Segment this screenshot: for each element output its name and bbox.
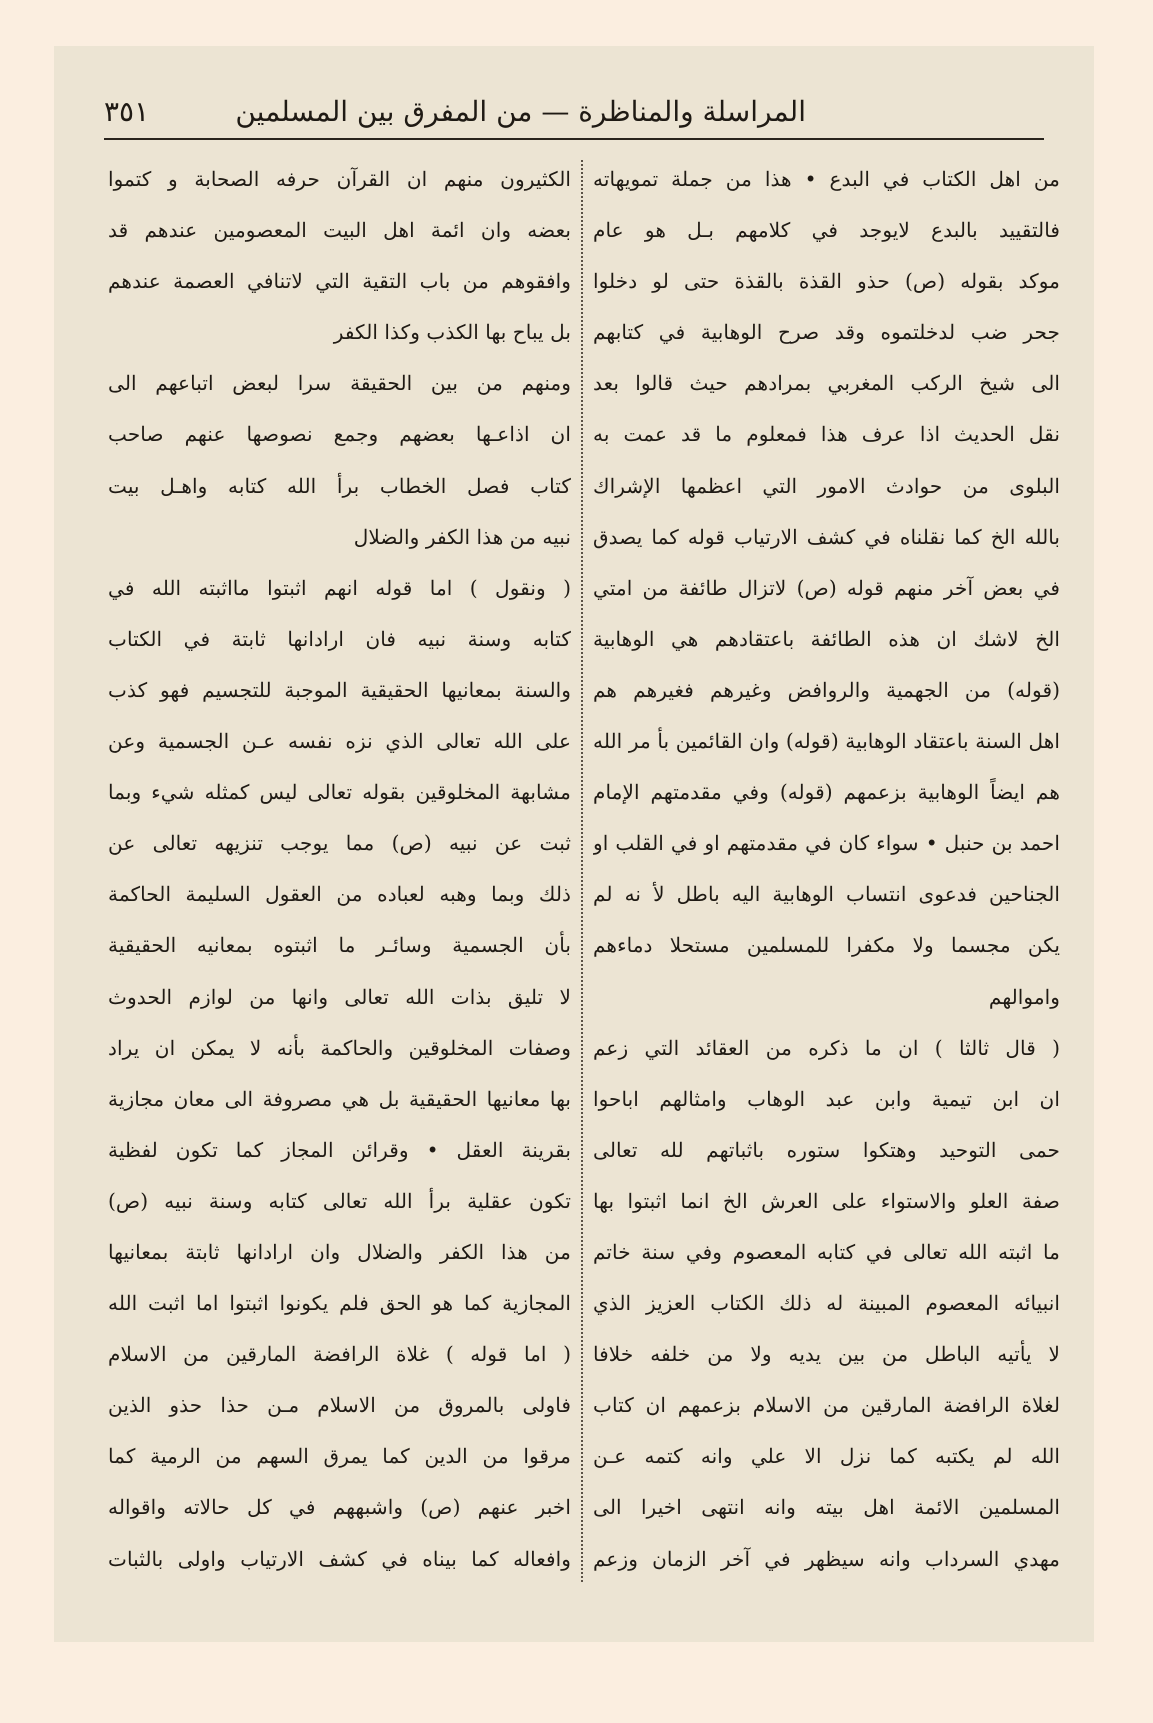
text-line: ذلك وبما وهبه لعباده من العقول السليمة الحاكمة: [108, 882, 571, 907]
text-line: لا تليق بذات الله تعالى وانها من لوازم الحدوث: [108, 984, 571, 1009]
text-line: بأن الجسمية وسائـر ما اثبتوه بمعانيه الحقيقية: [108, 933, 571, 958]
text-line: ( ونقول ) اما قوله انهم اثبتوا مااثبته الله في: [108, 575, 571, 600]
book-page: [54, 46, 1094, 1642]
text-line: يكن مجسما ولا مكفرا للمسلمين مستحلا دماءهم: [593, 933, 1060, 958]
text-line: وصفات المخلوقين والحاكمة بأنه لا يمكن ان يراد: [108, 1035, 571, 1060]
text-line: مشابهة المخلوقين بقوله تعالى ليس كمثله شيء وبما: [108, 780, 571, 805]
text-line: اخبر عنهم (ص) واشبههم في كل حالاته واقواله: [108, 1495, 571, 1520]
text-line: كتاب فصل الخطاب برأ الله كتابه واهـل بيت: [108, 473, 571, 498]
left-column: [104, 154, 581, 1602]
text-line: مهدي السرداب وانه سيظهر في آخر الزمان وزعم: [593, 1546, 1060, 1571]
text-line: هم ايضاً الوهابية بزعمهم (قوله) وفي مقدمتهم الإمام: [593, 780, 1060, 805]
text-line: نقل الحديث اذا عرف هذا فمعلوم ما قد عمت به: [593, 422, 1060, 447]
text-line: كتابه وسنة نبيه فان ارادانها ثابتة في الكتاب: [108, 626, 571, 651]
text-line: والسنة بمعانيها الحقيقية الموجبة للتجسيم فهو كذب: [108, 677, 571, 702]
text-line: وافعاله كما بيناه في كشف الارتياب واولى بالثبات: [108, 1546, 571, 1571]
text-line: بها معانيها الحقيقية بل هي مصروفة الى معان مجازية: [108, 1086, 571, 1111]
text-line: جحر ضب لدخلتموه وقد صرح الوهابية في كتابهم: [593, 320, 1060, 345]
text-line: موكد بقوله (ص) حذو القذة بالقذة حتى لو دخلوا: [593, 269, 1060, 294]
text-line: فاولى بالمروق من الاسلام مـن حذا حذو الذين: [108, 1393, 571, 1418]
text-line: واموالهم: [988, 984, 1060, 1009]
text-line: بالله الخ كما نقلناه في كشف الارتياب قوله كما يصدق: [593, 524, 1060, 549]
text-line: الكثيرون منهم ان القرآن حرفه الصحابة و كتموا: [108, 167, 571, 191]
text-line: ومنهم من بين الحقيقة سرا لبعض اتباعهم الى: [108, 371, 571, 396]
text-line: الجناحين فدعوى انتساب الوهابية اليه باطل لأ نه لم: [593, 882, 1060, 907]
page-header: [104, 84, 1044, 138]
text-columns: [104, 154, 1060, 1602]
text-line: صفة العلو والاستواء على العرش الخ انما اثبتوا بها: [593, 1188, 1060, 1213]
page-title: المراسلة والمناظرة — من المفرق بين المسلمين: [235, 94, 806, 128]
text-line: الى شيخ الركب المغربي بمرادهم حيث قالوا بعد: [593, 371, 1060, 396]
text-line: فالتقييد بالبدع لايوجد في كلامهم بـل هو عام: [593, 218, 1060, 243]
text-line: ( قال ثالثا ) ان ما ذكره من العقائد التي زعم: [593, 1035, 1060, 1060]
header-rule: [104, 138, 1044, 140]
text-line: لا يأتيه الباطل من بين يديه ولا من خلفه خلافا: [593, 1342, 1060, 1367]
text-line: الله لم يكتبه كما نزل الا علي وانه كتمه عـن: [593, 1444, 1060, 1469]
text-line: لغلاة الرافضة المارقين من الاسلام بزعمهم ان كتاب: [593, 1393, 1060, 1418]
text-line: المجازية كما هو الحق فلم يكونوا اثبتوا اما اثبت الله: [108, 1291, 571, 1316]
text-line: من هذا الكفر والضلال وان ارادانها ثابتة بمعانيها: [108, 1239, 571, 1264]
text-line: ان اذاعـها بعضهم وجمع نصوصها عنهم صاحب: [108, 422, 571, 447]
text-line: ثبت عن نبيه (ص) مما يوجب تنزيهه تعالى عن: [108, 831, 571, 856]
text-line: بعضه وان ائمة اهل البيت المعصومين عندهم قد: [108, 218, 571, 243]
text-line: اهل السنة باعتقاد الوهابية (قوله) وان القائمين بأ مر الله: [593, 729, 1060, 754]
text-line: من اهل الكتاب في البدع • هذا من جملة تمويهاته: [593, 167, 1060, 191]
text-line: (قوله) من الجهمية والروافض وغيرهم فغيرهم هم: [593, 677, 1060, 702]
text-line: ( اما قوله ) غلاة الرافضة المارقين من الاسلام: [108, 1342, 571, 1367]
text-line: مرقوا من الدين كما يمرق السهم من الرمية كما: [108, 1444, 571, 1469]
right-column: [583, 154, 1060, 1602]
text-line: احمد بن حنبل • سواء كان في مقدمتهم او في القلب او: [593, 831, 1060, 856]
text-line: ما اثبته الله تعالى في كتابه المعصوم وفي سنة خاتم: [593, 1239, 1060, 1264]
text-line: على الله تعالى الذي نزه نفسه عـن الجسمية وعن: [108, 729, 571, 754]
text-line: تكون عقلية برأ الله تعالى كتابه وسنة نبيه (ص): [108, 1188, 571, 1213]
text-line: البلوى من حوادث الامور التي اعظمها الإشراك: [593, 473, 1060, 498]
text-line: حمى التوحيد وهتكوا ستوره باثباتهم لله تعالى: [593, 1137, 1060, 1162]
text-line: نبيه من هذا الكفر والضلال: [353, 524, 571, 549]
column-divider: [581, 160, 583, 1582]
text-line: الخ لاشك ان هذه الطائفة باعتقادهم هي الوهابية: [593, 626, 1060, 651]
text-line: ان ابن تيمية وابن عبد الوهاب وامثالهم اباحوا: [593, 1086, 1060, 1111]
page-number: ٣٥١: [104, 94, 150, 128]
text-line: بل يباح بها الكذب وكذا الكفر: [333, 320, 571, 345]
text-line: بقرينة العقل • وقرائن المجاز كما تكون لفظية: [108, 1137, 571, 1162]
text-line: وافقوهم من باب التقية التي لاتنافي العصمة عندهم: [108, 269, 571, 294]
text-line: المسلمين الائمة اهل بيته وانه انتهى اخيرا الى: [593, 1495, 1060, 1520]
text-line: في بعض آخر منهم قوله (ص) لاتزال طائفة من امتي: [593, 575, 1060, 600]
text-line: انبيائه المعصوم المبينة له ذلك الكتاب العزيز الذي: [593, 1291, 1060, 1316]
